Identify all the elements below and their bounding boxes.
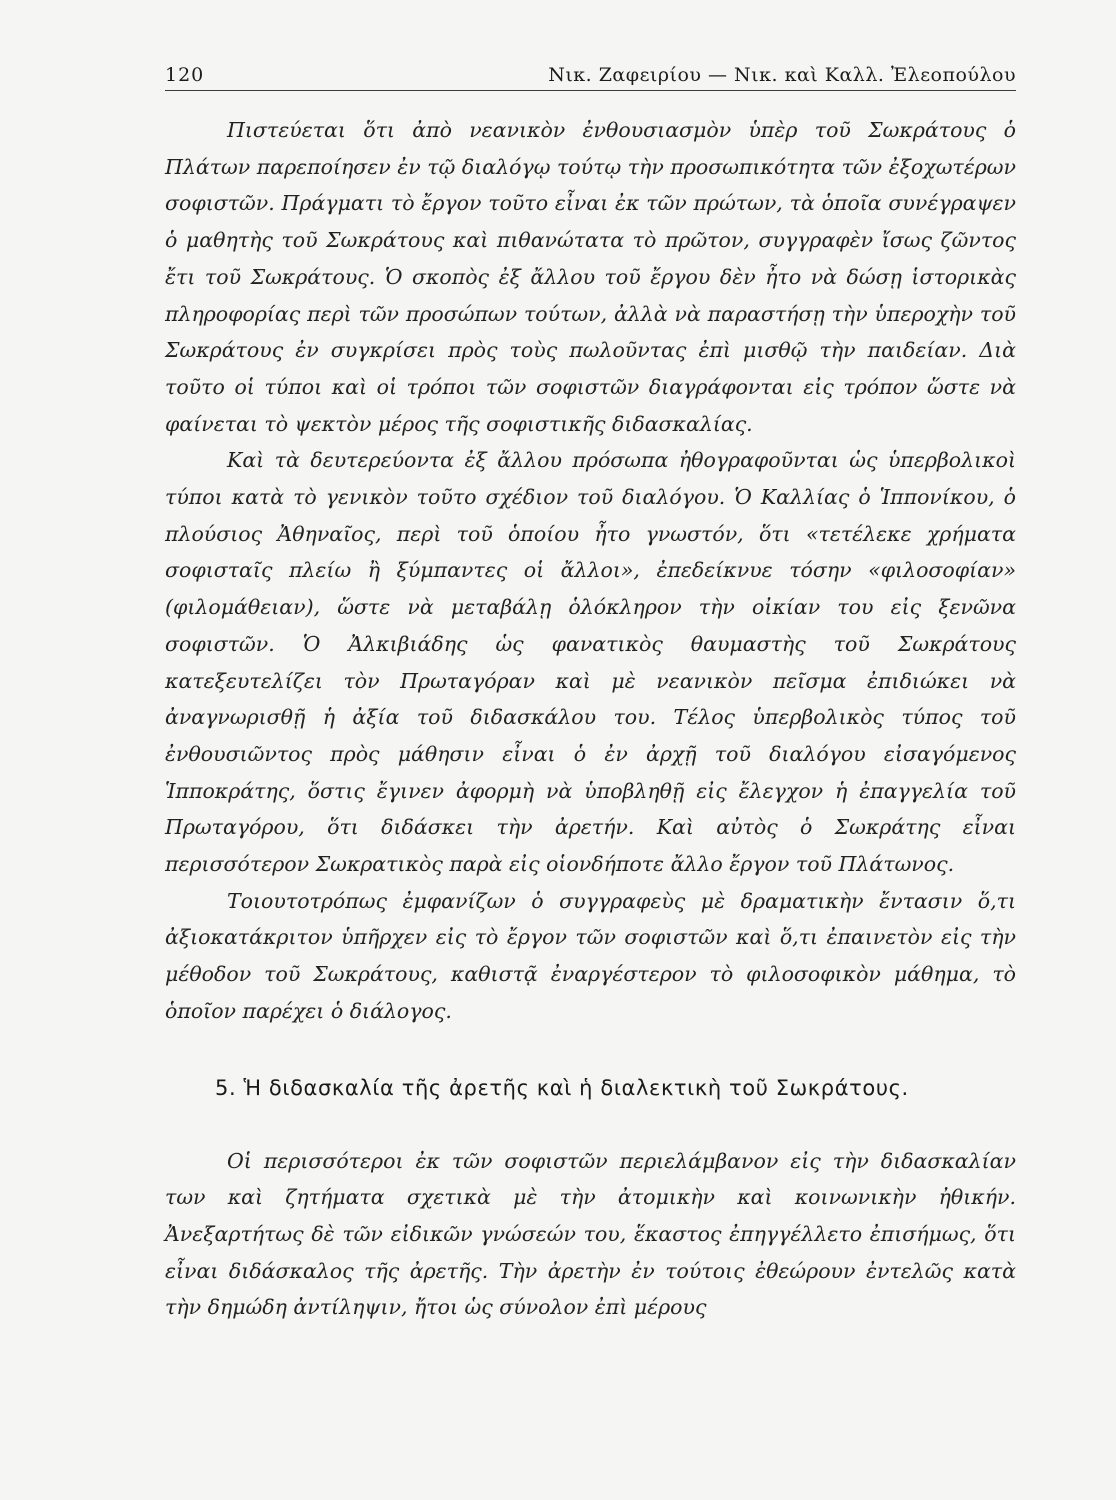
section-heading: 5. Ἡ διδασκαλία τῆς ἀρετῆς καὶ ἡ διαλεκτικὴ τοῦ Σωκράτους.: [215, 1075, 909, 1100]
paragraph-3: Τοιουτοτρόπως ἐμφανίζων ὁ συγγραφεὺς μὲ δραματικὴν ἔντασιν ὅ,τι ἀξιοκατάκριτον ὑπῆρχεν εἰς τὸ ἔργον τῶν σοφιστῶν καὶ ὅ,τι ἐπαινετὸν εἰς τὴν μέθοδον τοῦ Σωκράτους, καθιστᾷ ἐναργέστερον τὸ φιλοσοφικὸν μάθημα, τὸ ὁποῖον παρέχει ὁ διάλογος.: [165, 888, 1016, 1023]
section-paragraph-1: Οἱ περισσότεροι ἐκ τῶν σοφιστῶν περιελάμβανον εἰς τὴν διδασκαλίαν των καὶ ζητήματα σχετικὰ μὲ τὴν ἀτομικὴν καὶ κοινωνικὴν ἠθικήν. Ἀνεξαρτήτως δὲ τῶν εἰδικῶν γνώσεών του, ἕκαστος ἐπηγγέλλετο ἐπισήμως, ὅτι εἶναι διδάσκαλος τῆς ἀρετῆς. Τὴν ἀρετὴν ἐν τούτοις ἐθεώρουν ἐντελῶς κατὰ τὴν δημώδη ἀντίληψιν, ἤτοι ὡς σύνολον ἐπὶ μέρους: [165, 1148, 1016, 1320]
body-text: [165, 112, 1016, 1326]
page-number: 120: [165, 64, 205, 86]
running-title: Νικ. Ζαφειρίου — Νικ. καὶ Καλλ. Ἐλεοπούλου: [548, 64, 1016, 86]
running-header: [165, 52, 1016, 91]
paragraph-2: Καὶ τὰ δευτερεύοντα ἐξ ἄλλου πρόσωπα ἠθογραφοῦνται ὡς ὑπερβολικοὶ τύποι κατὰ τὸ γενικὸν τοῦτο σχέδιον τοῦ διαλόγου. Ὁ Καλλίας ὁ Ἱππονίκου, ὁ πλούσιος Ἀθηναῖος, περὶ τοῦ ὁποίου ἦτο γνωστόν, ὅτι «τετέλεκε χρήματα σοφισταῖς πλείω ἢ ξύμπαντες οἱ ἄλλοι», ἐπεδείκνυε τόσην «φιλοσοφίαν» (φιλομάθειαν), ὥστε νὰ μεταβάλῃ ὁλόκληρον τὴν οἰκίαν του εἰς ξενῶνα σοφιστῶν. Ὁ Ἀλκιβιάδης ὡς φανατικὸς θαυμαστὴς τοῦ Σωκράτους κατεξευτελίζει τὸν Πρωταγόραν καὶ μὲ νεανικὸν πεῖσμα ἐπιδιώκει νὰ ἀναγνωρισθῇ ἡ ἀξία τοῦ διδασκάλου του. Τέλος ὑπερβολικὸς τύπος τοῦ ἐνθουσιῶντος πρὸς μάθησιν εἶναι ὁ ἐν ἀρχῇ τοῦ διαλόγου εἰσαγόμενος Ἱπποκράτης, ὅστις ἔγινεν ἀφορμὴ νὰ ὑποβληθῇ εἰς ἔλεγχον ἡ ἐπαγγελία τοῦ Πρωταγόρου, ὅτι διδάσκει τὴν ἀρετήν. Καὶ αὐτὸς ὁ Σωκράτης εἶναι περισσότερον Σωκρατικὸς παρὰ εἰς οἱονδήποτε ἄλλο ἔργον τοῦ Πλάτωνος.: [165, 448, 1016, 877]
paragraph-1: Πιστεύεται ὅτι ἀπὸ νεανικὸν ἐνθουσιασμὸν ὑπὲρ τοῦ Σωκράτους ὁ Πλάτων παρεποίησεν ἐν τῷ διαλόγῳ τούτῳ τὴν προσωπικότητα τῶν ἐξοχωτέρων σοφιστῶν. Πράγματι τὸ ἔργον τοῦτο εἶναι ἐκ τῶν πρώτων, τὰ ὁποῖα συνέγραψεν ὁ μαθητὴς τοῦ Σωκράτους καὶ πιθανώτατα τὸ πρῶτον, συγγραφὲν ἴσως ζῶντος ἔτι τοῦ Σωκράτους. Ὁ σκοπὸς ἐξ ἄλλου τοῦ ἔργου δὲν ἦτο νὰ δώσῃ ἱστορικὰς πληροφορίας περὶ τῶν προσώπων τούτων, ἀλλὰ νὰ παραστήσῃ τὴν ὑπεροχὴν τοῦ Σωκράτους ἐν συγκρίσει πρὸς τοὺς πωλοῦντας ἐπὶ μισθῷ τὴν παιδείαν. Διὰ τοῦτο οἱ τύποι καὶ οἱ τρόποι τῶν σοφιστῶν διαγράφονται εἰς τρόπον ὥστε νὰ φαίνεται τὸ ψεκτὸν μέρος τῆς σοφιστικῆς διδασκαλίας.: [165, 118, 1016, 436]
